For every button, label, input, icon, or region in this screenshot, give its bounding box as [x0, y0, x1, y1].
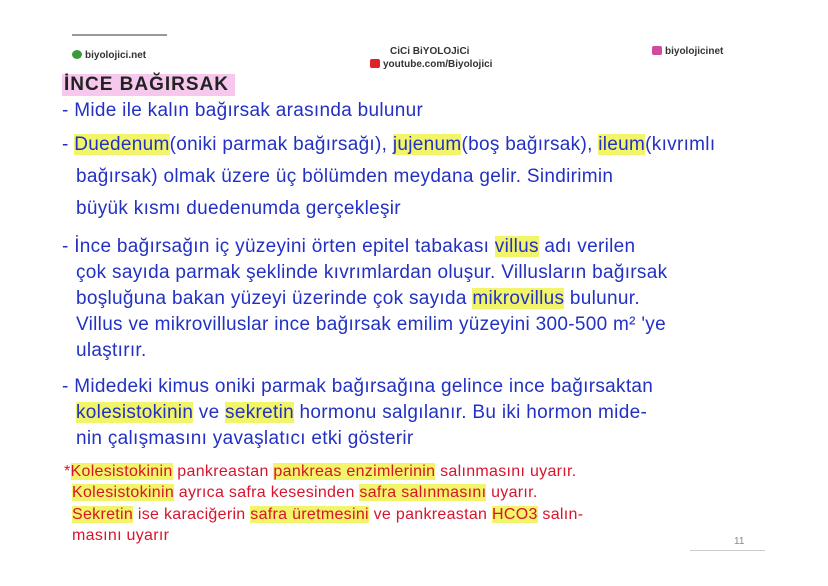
note-text: ve pankreastan [368, 506, 492, 523]
youtube-text: youtube.com/Biyolojici [383, 59, 493, 70]
note-text: bağırsak) olmak üzere üç bölümden meydana gelir. Sindirimin [76, 166, 614, 187]
note-text: - İnce bağırsağın iç yüzeyini örten epitel tabakası [62, 236, 495, 257]
divider [72, 34, 167, 36]
highlighted-term: safra üretmesini [250, 506, 369, 523]
highlighted-term: Kolesistokinin [72, 484, 175, 501]
note-text: ayrıca safra kesesinden [174, 484, 360, 501]
note-text: nin çalışmasını yavaşlatıcı etki gösterir [76, 428, 414, 449]
highlighted-term: sekretin [225, 402, 294, 423]
note-line [62, 134, 715, 156]
note-text: hormonu salgılanır. Bu iki hormon mide- [293, 402, 648, 423]
instagram-icon [652, 46, 662, 55]
note-line [62, 236, 635, 258]
note-text: büyük kısmı duedenumda gerçekleşir [76, 198, 401, 219]
note-text: adı verilen [538, 236, 636, 257]
note-line [76, 428, 414, 450]
highlighted-term: Kolesistokinin [70, 463, 173, 480]
instagram-text: biyolojicinet [665, 46, 724, 57]
header-title: CiCi BiYOLOJiCi [390, 46, 470, 57]
divider [690, 550, 765, 551]
note-text: ulaştırır. [76, 340, 147, 361]
note-text: ve [193, 402, 226, 423]
note-text: - [62, 134, 75, 155]
note-text: (boş bağırsak), [461, 134, 599, 155]
note-text: (kıvrımlı [645, 134, 716, 155]
header-instagram [652, 46, 723, 57]
note-text: salınmasını uyarır. [435, 463, 577, 480]
highlighted-term: ileum [598, 134, 646, 155]
note-text: ise karaciğerin [133, 506, 251, 523]
note-text: salın- [537, 506, 584, 523]
note-line [62, 100, 423, 122]
youtube-icon [370, 59, 380, 68]
note-text: çok sayıda parmak şeklinde kıvrımlardan oluşur. Villusların bağırsak [76, 262, 668, 283]
note-text: - Midedeki kimus oniki parmak bağırsağına gelince ince bağırsaktan [62, 376, 654, 397]
note-line [76, 262, 667, 284]
note-text: masını uyarır [72, 527, 170, 544]
note-text: Villus ve mikrovilluslar ince bağırsak emilim yüzeyini 300-500 m² 'ye [76, 314, 666, 335]
highlighted-term: mikrovillus [472, 288, 565, 309]
note-line [72, 506, 583, 524]
highlighted-term: Sekretin [72, 506, 134, 523]
note-line [76, 402, 647, 424]
highlighted-term: pankreas enzimlerinin [273, 463, 436, 480]
highlighted-term: kolesistokinin [76, 402, 194, 423]
note-line [64, 463, 577, 481]
highlighted-term: safra salınmasını [359, 484, 487, 501]
globe-icon [72, 50, 82, 59]
note-line [76, 340, 147, 362]
note-text: boşluğuna bakan yüzeyi üzerinde çok sayıda [76, 288, 473, 309]
header-youtube [370, 59, 492, 70]
highlighted-term: jujenum [392, 134, 462, 155]
note-line [76, 166, 613, 188]
page-number: 11 [734, 536, 745, 547]
note-line [76, 198, 401, 220]
highlighted-term: villus [494, 236, 539, 257]
note-text: (oniki parmak bağırsağı), [169, 134, 393, 155]
highlighted-term: Duedenum [74, 134, 170, 155]
note-text: pankreastan [172, 463, 274, 480]
note-text: - Mide ile kalın bağırsak arasında bulunur [62, 100, 424, 121]
website-text: biyolojici.net [85, 50, 147, 61]
highlighted-term: HCO3 [492, 506, 538, 523]
note-text: * [64, 463, 71, 480]
note-line [72, 527, 169, 545]
note-text: bulunur. [564, 288, 640, 309]
header-website [72, 50, 146, 61]
note-text: uyarır. [486, 484, 538, 501]
note-line [62, 376, 653, 398]
page-title: İNCE BAĞIRSAK [62, 74, 235, 96]
note-line [76, 314, 666, 336]
note-line [76, 288, 640, 310]
note-line [72, 484, 538, 502]
